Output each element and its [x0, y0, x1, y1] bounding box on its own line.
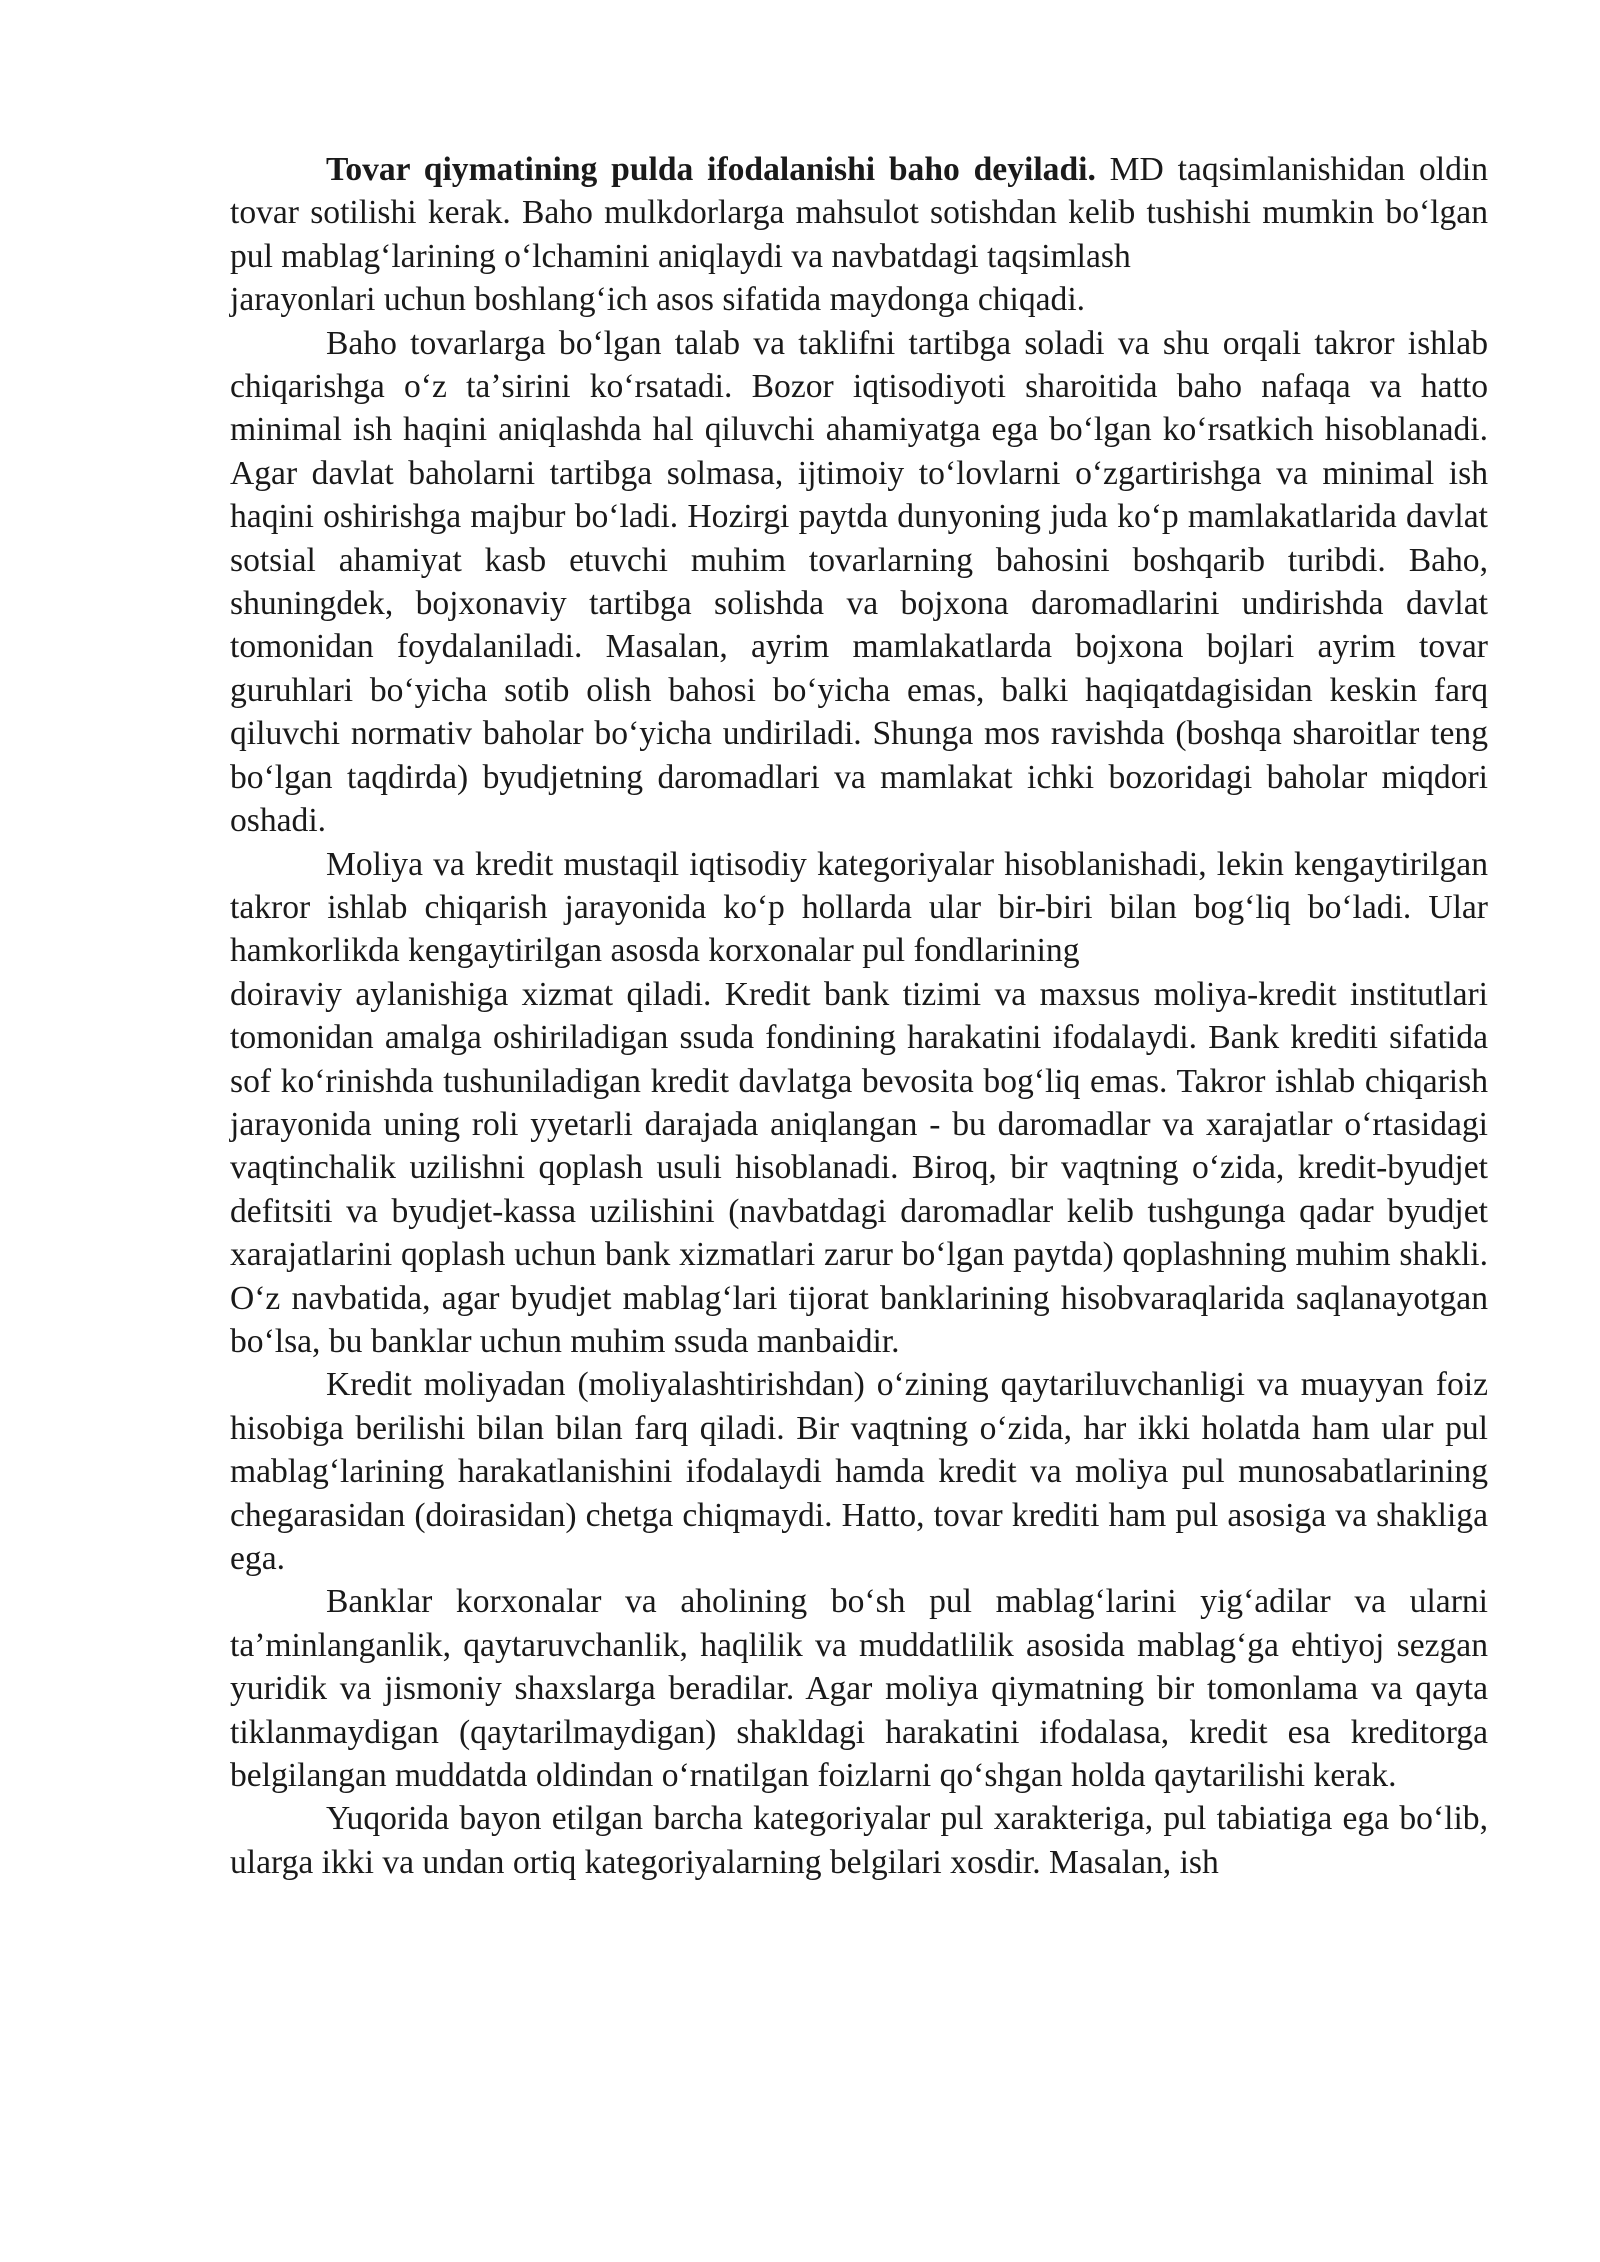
paragraph-1-bold-lead: Tovar qiymatining pulda ifodalanishi baho deyiladi. — [326, 151, 1096, 188]
paragraph-5-text: Banklar korxonalar va aholining boʻsh pul mablagʻlarini yigʻadilar va ularni taʼminlanganlik, qaytaruvchanlik, haqlilik va muddatlilik asosida mablagʻga ehtiyoj sezgan yuridik va jismoniy shaxslarga beradilar. Agar moliya qiymatning bir tomonlama va qayta tiklanmaydigan (qaytarilmaydigan) shakldagi harakatini ifodalasa, kredit esa kreditorga belgilangan muddatda oldindan oʻrnatilgan foizlarni qoʻshgan holda qaytarilishi kerak. — [230, 1583, 1488, 1795]
paragraph-2 — [230, 322, 1488, 843]
paragraph-2-text: Baho tovarlarga boʻlgan talab va taklifni tartibga soladi va shu orqali takror ishlab chiqarishga oʻz taʼsirini koʻrsatadi. Bozor iqtisodiyoti sharoitida baho nafaqa va hatto minimal ish haqini aniqlashda hal qiluvchi ahamiyatga ega boʻlgan koʻrsatkich hisoblanadi. Agar davlat baholarni tartibga solmasa, ijtimoiy toʻlovlarni oʻzgartirishga va minimal ish haqini oshirishga majbur boʻladi. Hozirgi paytda dunyoning juda koʻp mamlakatlarida davlat sotsial ahamiyat kasb etuvchi muhim tovarlarning bahosini boshqarib turibdi. Baho, shuningdek, bojxonaviy tartibga solishda va bojxona daromadlarini undirishda davlat tomonidan foydalaniladi. Masalan, ayrim mamlakatlarda bojxona bojlari ayrim tovar guruhlari boʻyicha sotib olish bahosi boʻyicha emas, balki haqiqatdagisidan keskin farq qiluvchi normativ baholar boʻyicha undiriladi. Shunga mos ravishda (boshqa sharoitlar teng boʻlgan taqdirda) byudjetning daromadlari va mamlakat ichki bozoridagi baholar miqdori oshadi. — [230, 324, 1488, 840]
paragraph-1-continuation: jarayonlari uchun boshlangʻich asos sifatida maydonga chiqadi. — [230, 281, 1086, 319]
paragraph-1-text: MD taqsimlanishidan oldin tovar sotilishi kerak. Baho mulkdorlarga mahsulot sotishdan kelib tushishi mumkin boʻlgan pul mablagʻlarining oʻlchamini aniqlaydi va navbatdagi taqsimlash — [230, 151, 1489, 275]
paragraph-3-continuation: doiraviy aylanishiga xizmat qiladi. Kredit bank tizimi va maxsus moliya-kredit institutlari tomonidan amalga oshiriladigan ssuda fondining harakatini ifodalaydi. Bank krediti sifatida sof koʻrinishda tushuniladigan kredit davlatga bevosita bogʻliq emas. Takror ishlab chiqarish jarayonida uning roli yyetarli darajada aniqlangan - bu daromadlar va xarajatlar oʻrtasidagi vaqtinchalik uzilishni qoplash usuli hisoblanadi. Biroq, bir vaqtning oʻzida, kredit-byudjet defitsiti va byudjet-kassa uzilishini (navbatdagi daromadlar kelib tushgunga qadar byudjet xarajatlarini qoplash uchun bank xizmatlari zarur boʻlgan paytda) qoplashning muhim shakli. Oʻz navbatida, agar byudjet mablagʻlari tijorat banklarining hisobvaraqlarida saqlanayotgan boʻlsa, bu banklar uchun muhim ssuda manbaidir. — [230, 975, 1488, 1360]
paragraph-4 — [230, 1363, 1488, 1580]
paragraph-5 — [230, 1580, 1488, 1797]
paragraph-6 — [230, 1797, 1488, 1884]
paragraph-4-text: Kredit moliyadan (moliyalashtirishdan) oʻzining qaytariluvchanligi va muayyan foiz hisobiga berilishi bilan bilan farq qiladi. Bir vaqtning oʻzida, har ikki holatda ham ular pul mablagʻlarining harakatlanishini ifodalaydi hamda kredit va moliya pul munosabatlarining chegarasidan (doirasidan) chetga chiqmaydi. Hatto, tovar krediti ham pul asosiga va shakliga ega. — [230, 1366, 1488, 1577]
document-body — [230, 148, 1488, 1884]
paragraph-3 — [230, 843, 1488, 1364]
paragraph-1 — [230, 148, 1488, 322]
paragraph-6-text: Yuqorida bayon etilgan barcha kategoriyalar pul xarakteriga, pul tabiatiga ega boʻlib, ularga ikki va undan ortiq kategoriyalarning belgilari xosdir. Masalan, ish — [230, 1800, 1488, 1881]
paragraph-3-text: Moliya va kredit mustaqil iqtisodiy kategoriyalar hisoblanishadi, lekin kengaytirilgan takror ishlab chiqarish jarayonida koʻp hollarda ular bir-biri bilan bogʻliq boʻladi. Ular hamkorlikda kengaytirilgan asosda korxonalar pul fondlarining — [230, 845, 1488, 970]
